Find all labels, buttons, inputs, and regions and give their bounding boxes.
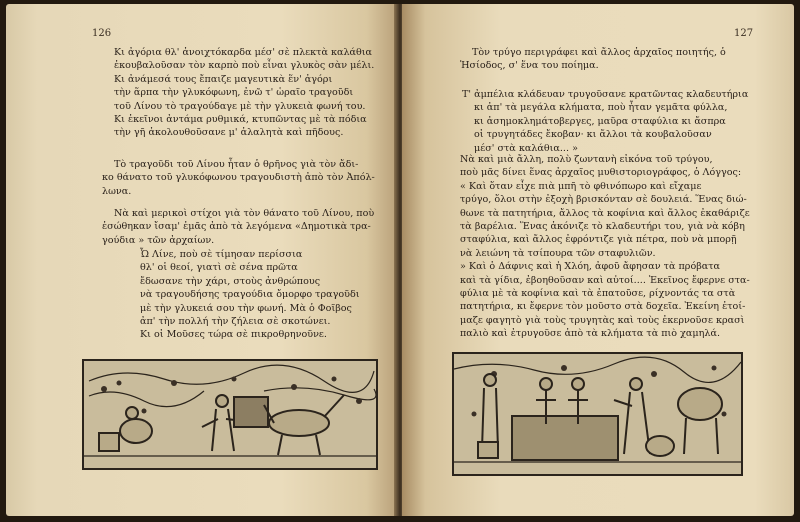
text-line: Κι ἐκεῖνοι ἀντάμα ρυθμικά, κτυπῶντας μὲ τὰ πόδια	[114, 113, 367, 125]
text-line: ἔδωσανε τὴν χάρι, στοὺς ἀνθρώπους	[140, 275, 321, 287]
paragraph	[102, 207, 374, 247]
text-line: « Καὶ ὅταν εἶχε πιὰ μπῆ τὸ φθινόπωρο καὶ εἴχαμε	[460, 180, 702, 192]
text-line: Νὰ καὶ μερικοὶ στίχοι γιὰ τὸν θάνατο τοῦ Λίνου, ποὺ	[114, 208, 375, 219]
text-line: νὰ τραγουδήσης τραγούδια ὄμορφο τραγοῦδι	[140, 289, 360, 301]
text-line: καὶ τὰ γίδια, ἐβοηθοῦσαν καὶ αὐτοί.... Ἐκεῖνος ἔφερνε στα-	[460, 274, 750, 286]
text-line: μέσ' στὰ καλάθια... »	[474, 142, 578, 154]
text-line: τὴν ἅρπα τὴν γλυκόφωνη, ἐνῶ τ' ὡραῖο τραγοῦδι	[114, 87, 354, 99]
text-line: Κι ἀνάμεσά τους ἔπαιζε μαγευτικὰ ἕν' ἀγόρι	[114, 73, 333, 85]
text-line: μαζε φαγητὸ γιὰ τοὺς τρυγητὰς καὶ τοὺς ἐκερνοῦσε κρασὶ	[460, 314, 745, 326]
page-number: 127	[734, 28, 754, 39]
text-line: κι ἀσημοκλημάτοβεργες, μαῦρα σταφύλια κι ἄσπρα	[474, 115, 726, 127]
page-number: 126	[92, 28, 112, 39]
text-line: τρύγο, ὅλοι στὴν ἐξοχὴ βρισκόνταν σὲ δουλειά. Ἕνας διώ-	[460, 194, 747, 206]
text-line: τὰ βαρέλια. Ἕνας ἀκόνιζε τὸ κλαδευτήρι του, γιὰ νὰ κόβη	[460, 220, 745, 232]
paragraph	[460, 153, 750, 340]
woodcut-illustration	[452, 352, 743, 476]
text-line: τὴν γῆ ἀκολουθοῦσανε μ' ἀλαλητὰ καὶ πῆδους.	[114, 127, 344, 139]
verse-block	[114, 46, 374, 140]
text-line: οἱ τρυγητάδες ἔκοβαν· κι ἄλλοι τὰ κουβαλοῦσαν	[474, 129, 712, 141]
text-line: γούδια » τῶν ἀρχαίων.	[102, 234, 215, 246]
text-line: πατητήρια, κι ἔφερνε τὸν μοῦστο στὰ δοχεῖα. Ἐκείνη ἐτοί-	[460, 301, 746, 313]
text-line: Τὸν τρύγο περιγράφει καὶ ἄλλος ἀρχαῖος ποιητής, ὁ	[472, 47, 726, 58]
text-line: Κι ἀγόρια θλ' ἀνοιχτόκαρδα μέσ' σὲ πλεκτὰ καλάθια	[114, 47, 373, 58]
text-line: ἐσώθηκαν ἴσαμ' ἐμᾶς ἀπὸ τὰ λεγόμενα «Δημοτικὰ τρα-	[102, 221, 371, 233]
verse-block	[462, 88, 748, 155]
text-line: Τὸ τραγοῦδι τοῦ Λίνου ἦταν ὁ θρῆνος γιὰ τὸν ἄδι-	[114, 159, 359, 170]
text-line: Ἡσίοδος, σ' ἕνα του ποίημα.	[460, 60, 599, 72]
text-line: ποὺ μᾶς δίνει ἕνας ἀρχαῖος μυθιστοριογράφος, ὁ Λόγγος:	[460, 167, 742, 179]
left-page	[6, 4, 398, 516]
text-line: θωνε τὰ πατητήρια, ἄλλος τὰ κοφίνια καὶ ἄλλος ἐκαθάριζε	[460, 207, 750, 219]
right-page	[402, 4, 794, 516]
text-line: Νὰ καὶ μιὰ ἄλλη, πολὺ ζωντανὴ εἰκόνα τοῦ τρύγου,	[460, 154, 713, 165]
text-line: ἐκουβαλοῦσαν τὸν καρπὸ ποὺ εἶναι γλυκὸς σὰν μέλι.	[114, 60, 375, 72]
text-line: φύλια μὲ τὰ κοφίνια καὶ τὰ ἐπατοῦσε, ρίχνοντάς τα στὰ	[460, 287, 736, 299]
text-line: νὰ λειώνη τὰ τσίπουρα τῶν σταφυλιῶν.	[460, 247, 656, 259]
text-line: » Καὶ ὁ Δάφνις καὶ ἡ Χλόη, ἀφοῦ ἄφησαν τὰ πρόβατα	[460, 261, 721, 273]
text-line: τοῦ Λίνου τὸ τραγούδαγε μὲ τὴν γλυκειὰ φωνή του.	[114, 100, 366, 112]
text-line: Κι οἱ Μοῦσες τώρα σὲ πικροθρηνοῦνε.	[140, 329, 327, 341]
text-line: μὲ τὴν γλυκειά σου τὴν φωνή. Μὰ ὁ Φοῖβος	[140, 302, 352, 314]
text-line: κι ἀπ' τὰ μεγάλα κλήματα, ποὺ ἦταν γεμᾶτα φύλλα,	[474, 102, 728, 114]
text-line: λωνα.	[102, 185, 132, 197]
verse-block	[140, 248, 359, 342]
paragraph	[102, 158, 375, 198]
paragraph	[460, 46, 726, 73]
text-line: Ὦ Λίνε, ποὺ σὲ τίμησαν περίσσια	[140, 249, 303, 260]
woodcut-illustration	[82, 359, 378, 470]
text-line: σταφύλια, καὶ ἄλλος ἐφρόντιζε γιὰ πέτρα, ποὺ νὰ μπορῇ	[460, 234, 737, 246]
text-line: Τ' ἀμπέλια κλάδευαν τρυγοῦσανε κρατῶντας κλαδευτήρια	[462, 89, 749, 100]
text-line: παλιὸ καὶ ἐτρυγοῦσε ἀπὸ τὰ κλήματα τὰ πιὸ χαμηλά.	[460, 328, 721, 340]
text-line: θλ' οἱ θεοί, γιατὶ σὲ σένα πρῶτα	[140, 262, 298, 274]
text-line: ἀπ' τὴν πολλή τὴν ζήλεια σὲ σκοτώνει.	[140, 315, 331, 327]
text-line: κο θάνατο τοῦ γλυκόφωνου τραγουδιστὴ ἀπὸ τὸν Ἀπόλ-	[102, 172, 375, 184]
